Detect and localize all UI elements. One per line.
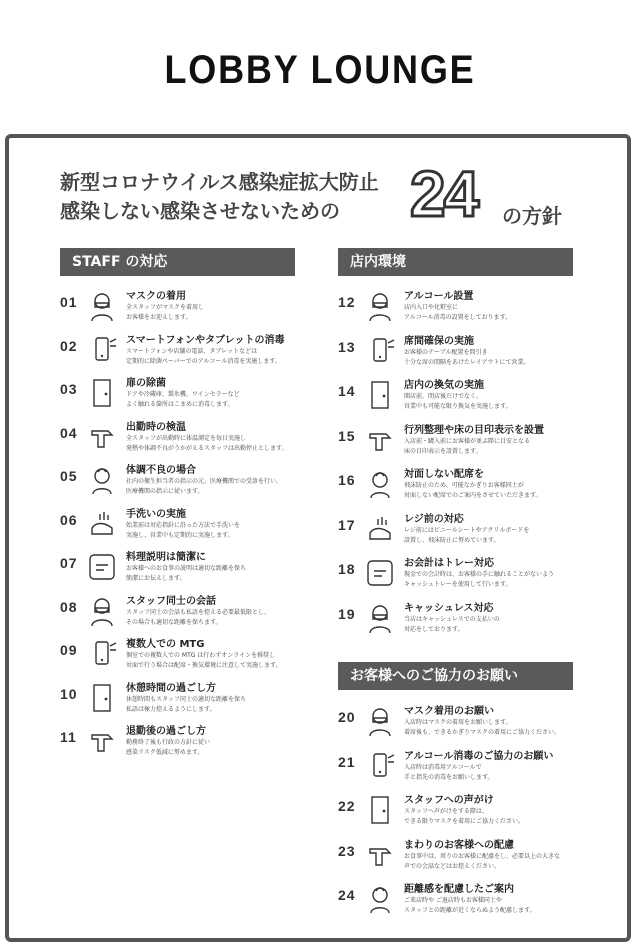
break-people-icon-svg bbox=[86, 682, 118, 714]
handwash-icon-svg bbox=[86, 508, 118, 540]
policy-text bbox=[126, 682, 366, 715]
policy-description: 簡潔にお伝えします。 bbox=[126, 575, 186, 582]
policy-description: お食事中は、周りのお客様に配慮をし、必要以上の大きな bbox=[404, 852, 561, 860]
policy-number: 11 bbox=[60, 729, 77, 745]
policy-description: その場合も適切な距離を保ちます。 bbox=[126, 618, 222, 626]
policy-item bbox=[60, 290, 340, 332]
no-face-seating-icon bbox=[364, 468, 396, 500]
policy-title: 扉の除菌 bbox=[126, 378, 166, 389]
store-section-heading: 店内環境 bbox=[338, 248, 573, 276]
policy-description: 開店前、閉店後だけでなく、 bbox=[404, 393, 482, 400]
policy-title: 行列整理や床の目印表示を設置 bbox=[404, 424, 544, 436]
policy-number: 22 bbox=[338, 798, 356, 814]
policy-number: 13 bbox=[338, 338, 356, 355]
guest-section-heading: お客様へのご協力のお願い bbox=[338, 662, 573, 690]
seating-icon-svg bbox=[364, 335, 396, 367]
policy-item bbox=[60, 334, 340, 376]
policy-description: 床の目印表示を設置します。 bbox=[404, 447, 482, 455]
policy-item bbox=[60, 682, 340, 724]
policy-description: ドアや冷蔵庫、製氷機、ワインセラーなど bbox=[126, 391, 240, 398]
policy-number: 14 bbox=[338, 383, 356, 399]
policy-title: アルコール消毒のご協力のお願い bbox=[404, 750, 554, 762]
policy-title: スマートフォンやタブレットの消毒 bbox=[126, 334, 285, 346]
register-shield-icon-svg bbox=[364, 513, 396, 545]
policy-description: お客様のテーブル配置を間引き bbox=[404, 348, 488, 356]
policy-description: できる限りマスクを着用にご協力ください。 bbox=[404, 818, 525, 825]
policy-item bbox=[338, 290, 618, 332]
policy-description: 当店はキャッシュレスでの支払いの bbox=[404, 615, 500, 623]
handwash-icon bbox=[86, 508, 118, 540]
masked-speaker-icon-svg bbox=[86, 551, 118, 583]
policy-description: 医療機関の指示に従います。 bbox=[126, 488, 204, 495]
policy-item bbox=[338, 602, 618, 644]
call-staff-icon-svg bbox=[364, 794, 396, 826]
thermometer-gun-icon bbox=[86, 421, 118, 453]
policy-item bbox=[60, 725, 340, 767]
policy-description: ご来店時や ご退店時もお客様同士や bbox=[404, 897, 502, 904]
policy-title: 店内の換気の実施 bbox=[404, 380, 484, 391]
policy-text bbox=[126, 638, 366, 671]
card-terminal-icon-svg bbox=[364, 602, 396, 634]
surrounding-guests-icon bbox=[364, 839, 396, 871]
policy-item bbox=[338, 513, 618, 555]
policy-number: 15 bbox=[338, 427, 356, 444]
brand-logo: LOBBY LOUNGE bbox=[164, 48, 476, 92]
seating-icon bbox=[364, 335, 396, 367]
policy-title: マスク着用のお願い bbox=[404, 706, 494, 717]
policy-description: スマートフォンや店舗の電話、タブレットなどは bbox=[126, 347, 258, 355]
policy-description: 勤務終了後も行政の方針に従い bbox=[126, 739, 211, 746]
leaving-person-icon bbox=[86, 725, 118, 757]
hand-sanitizer-icon bbox=[364, 750, 396, 782]
policy-description: お客様へのお食事の説明は適切な距離を保ち bbox=[126, 565, 247, 572]
policy-text bbox=[126, 290, 366, 323]
policy-item bbox=[338, 750, 618, 792]
policy-item bbox=[60, 638, 340, 680]
policy-title: まわりのお客様への配慮 bbox=[404, 839, 514, 851]
policy-item bbox=[338, 424, 618, 466]
policy-item bbox=[338, 705, 618, 747]
policy-text bbox=[404, 468, 640, 501]
title-line-2: 感染しない感染させないための bbox=[60, 199, 340, 223]
policy-number: 05 bbox=[60, 468, 78, 484]
policy-text bbox=[404, 750, 640, 783]
policy-description: 全スタッフがマスクを着用し bbox=[126, 304, 205, 311]
meeting-icon-svg bbox=[86, 638, 118, 670]
policy-description: アルコール消毒の設置をしております。 bbox=[404, 314, 512, 321]
policy-number: 07 bbox=[60, 555, 78, 571]
distance-people-icon-svg bbox=[86, 595, 118, 627]
policy-description: 着席後も、できるかぎりマスクの着用にご協力ください。 bbox=[404, 729, 561, 736]
policy-title: レジ前の対応 bbox=[404, 513, 464, 525]
policy-description: 対面しない配席でのご案内をさせていただきます。 bbox=[404, 492, 542, 499]
policy-description: キャッシュトレーを使用して行います。 bbox=[404, 581, 512, 588]
policy-description: 店内入口や化粧室に bbox=[404, 304, 459, 311]
policy-text bbox=[404, 513, 640, 546]
phone-spray-icon bbox=[86, 334, 118, 366]
policy-description: 対面で行う場合は配席・換気環境に注意して実施します。 bbox=[126, 662, 282, 669]
policy-number: 19 bbox=[338, 605, 356, 622]
policy-item bbox=[60, 421, 340, 463]
policy-title: スタッフへの声がけ bbox=[404, 795, 494, 806]
policy-text bbox=[404, 379, 640, 412]
policy-text bbox=[404, 335, 640, 368]
policy-description: 実施し、営業中も定期的に実施します。 bbox=[126, 531, 234, 539]
guidance-icon bbox=[364, 883, 396, 915]
policy-text bbox=[126, 334, 366, 367]
guidance-icon-svg bbox=[364, 883, 396, 915]
policy-number: 12 bbox=[338, 294, 356, 310]
policy-title: アルコール設置 bbox=[404, 291, 474, 302]
policy-item bbox=[60, 377, 340, 419]
policy-number: 17 bbox=[338, 516, 356, 533]
sick-person-icon-svg bbox=[86, 464, 118, 496]
window-icon-svg bbox=[364, 379, 396, 411]
policy-title: 距離感を配慮したご案内 bbox=[404, 884, 514, 895]
policy-item bbox=[338, 557, 618, 599]
policy-number: 21 bbox=[338, 753, 356, 770]
policy-description: 感染リスク低減に努めます。 bbox=[126, 749, 204, 756]
policy-description: 社内の衛生担当者の指示の元、医療機関での受診を行い、 bbox=[126, 478, 283, 485]
policy-item bbox=[338, 468, 618, 510]
mask-icon-svg bbox=[364, 705, 396, 737]
policy-description: 入店前・購入前にお客様が並ぶ際に目安となる bbox=[404, 437, 531, 445]
policy-description: 入店時はマスクの着用をお願いします。 bbox=[404, 719, 512, 726]
policy-number: 06 bbox=[60, 511, 78, 528]
break-people-icon bbox=[86, 682, 118, 714]
policy-title: 対面しない配席を bbox=[404, 469, 484, 480]
policy-item bbox=[60, 551, 340, 593]
policy-description: 手と指先の消毒をお願いします。 bbox=[404, 773, 494, 781]
policy-description: よく触れる箇所はこまめに消毒します。 bbox=[126, 401, 234, 408]
policy-text bbox=[404, 883, 640, 916]
policy-text bbox=[404, 602, 640, 635]
policy-title: 料理説明は簡潔に bbox=[126, 552, 206, 563]
policy-description: 営業中も可能な限り換気を実施します。 bbox=[404, 403, 512, 410]
title-big-number: 24 bbox=[410, 158, 478, 230]
leaving-person-icon-svg bbox=[86, 725, 118, 757]
window-icon bbox=[364, 379, 396, 411]
register-shield-icon bbox=[364, 513, 396, 545]
policy-item bbox=[338, 335, 618, 377]
policy-description: 個室での複数人での MTG は行わずオンラインを推奨し bbox=[126, 652, 276, 659]
phone-spray-icon-svg bbox=[86, 334, 118, 366]
policy-title: お会計はトレー対応 bbox=[404, 558, 494, 569]
policy-number: 18 bbox=[338, 561, 356, 577]
policy-description: 十分な席の間隔をあけたレイアウトにて営業。 bbox=[404, 358, 530, 366]
page-title bbox=[60, 168, 379, 226]
title-line-1: 新型コロナウイルス感染症拡大防止 bbox=[60, 170, 379, 194]
policy-item bbox=[338, 379, 618, 421]
alcohol-bottle-icon bbox=[364, 290, 396, 322]
policy-item bbox=[60, 595, 340, 637]
policy-text bbox=[404, 839, 640, 872]
surrounding-guests-icon-svg bbox=[364, 839, 396, 871]
policy-description: スタッフとの距離が近くならぬよう配慮します。 bbox=[404, 907, 536, 914]
card-terminal-icon bbox=[364, 602, 396, 634]
policy-description: スタッフへ声がけをする際は、 bbox=[404, 808, 488, 815]
masked-speaker-icon bbox=[86, 551, 118, 583]
policy-text bbox=[404, 290, 640, 323]
policy-number: 10 bbox=[60, 685, 78, 702]
policy-description: 飛沫防止のため、可能なかぎりお客様同士が bbox=[404, 482, 524, 489]
policy-title: 席間確保の実施 bbox=[404, 335, 474, 347]
policy-text bbox=[126, 551, 366, 584]
policy-text bbox=[404, 557, 640, 590]
policy-description: 声での会話などはお控えください。 bbox=[404, 862, 501, 870]
policy-text bbox=[404, 705, 640, 738]
policy-item bbox=[60, 464, 340, 506]
policy-description: お客様をお迎えします。 bbox=[126, 314, 192, 321]
policy-item bbox=[60, 508, 340, 550]
policy-description: レジ前にはビニールシートやアクリルボードを bbox=[404, 526, 530, 534]
policy-number: 09 bbox=[60, 642, 78, 658]
alcohol-bottle-icon-svg bbox=[364, 290, 396, 322]
policy-description: 休憩時間もスタッフ同士の適切な距離を保ち bbox=[126, 695, 247, 703]
policy-title: マスクの着用 bbox=[126, 291, 186, 302]
policy-number: 23 bbox=[338, 842, 356, 859]
policy-text bbox=[126, 377, 366, 410]
policy-number: 03 bbox=[60, 381, 78, 397]
policy-description: 定期的に除菌ペーパーでのアルコール消毒を実施します。 bbox=[126, 357, 281, 365]
policy-title: 休憩時間の過ごし方 bbox=[126, 682, 216, 694]
sick-person-icon bbox=[86, 464, 118, 496]
policy-text bbox=[126, 421, 366, 454]
policy-text bbox=[126, 595, 366, 628]
policy-title: キャッシュレス対応 bbox=[404, 602, 494, 614]
policy-title: 複数人での MTG bbox=[126, 639, 205, 650]
policy-text bbox=[404, 424, 640, 457]
meeting-icon bbox=[86, 638, 118, 670]
policy-description: 現金での会計時は、お客様の手に触れることがないよう bbox=[404, 571, 555, 578]
policy-description: スタッフ同士の会話も私語を控える必要最低限とし、 bbox=[126, 608, 271, 616]
hand-sanitizer-icon-svg bbox=[364, 750, 396, 782]
policy-text bbox=[126, 725, 366, 758]
door-icon bbox=[86, 377, 118, 409]
call-staff-icon bbox=[364, 794, 396, 826]
policy-description: 始業前は対応指針に沿った方法で手洗いを bbox=[126, 521, 241, 529]
policy-item bbox=[338, 883, 618, 925]
policy-title: 体調不良の場合 bbox=[126, 465, 196, 476]
policy-item bbox=[338, 839, 618, 881]
mask-person-icon-svg bbox=[86, 290, 118, 322]
policy-title: 出勤時の検温 bbox=[126, 421, 186, 433]
policy-title: 手洗いの実施 bbox=[126, 508, 186, 520]
staff-section-heading: STAFF の対応 bbox=[60, 248, 295, 276]
cash-tray-icon-svg bbox=[364, 557, 396, 589]
footprints-icon bbox=[364, 424, 396, 456]
policy-text bbox=[404, 794, 640, 827]
policy-number: 08 bbox=[60, 598, 78, 615]
policy-item bbox=[338, 794, 618, 836]
policy-text bbox=[126, 508, 366, 541]
policy-title: スタッフ同士の会話 bbox=[126, 595, 216, 607]
policy-text bbox=[126, 464, 366, 497]
policy-title: 退勤後の過ごし方 bbox=[126, 726, 206, 737]
policy-description: 対応をしております。 bbox=[404, 625, 464, 633]
door-icon-svg bbox=[86, 377, 118, 409]
policy-description: 発熱や体調不良がうかがえるスタッフは出勤停止とします。 bbox=[126, 444, 288, 452]
policy-number: 02 bbox=[60, 337, 78, 354]
policy-number: 04 bbox=[60, 424, 78, 441]
footprints-icon-svg bbox=[364, 424, 396, 456]
thermometer-gun-icon-svg bbox=[86, 421, 118, 453]
policy-description: 入店時は消毒用アルコールで bbox=[404, 763, 482, 771]
policy-number: 24 bbox=[338, 887, 356, 903]
cash-tray-icon bbox=[364, 557, 396, 589]
policy-number: 01 bbox=[60, 294, 78, 310]
title-suffix: の方針 bbox=[502, 204, 562, 228]
policy-description: 私語は極力控えるようにします。 bbox=[126, 705, 216, 713]
policy-description: 設置し、飛沫防止に努めています。 bbox=[404, 536, 500, 544]
mask-person-icon bbox=[86, 290, 118, 322]
distance-people-icon bbox=[86, 595, 118, 627]
no-face-seating-icon-svg bbox=[364, 468, 396, 500]
policy-number: 16 bbox=[338, 472, 356, 488]
policy-description: 全スタッフが出勤時に体温測定を毎日実施し bbox=[126, 434, 247, 442]
policy-number: 20 bbox=[338, 709, 356, 725]
mask-icon bbox=[364, 705, 396, 737]
